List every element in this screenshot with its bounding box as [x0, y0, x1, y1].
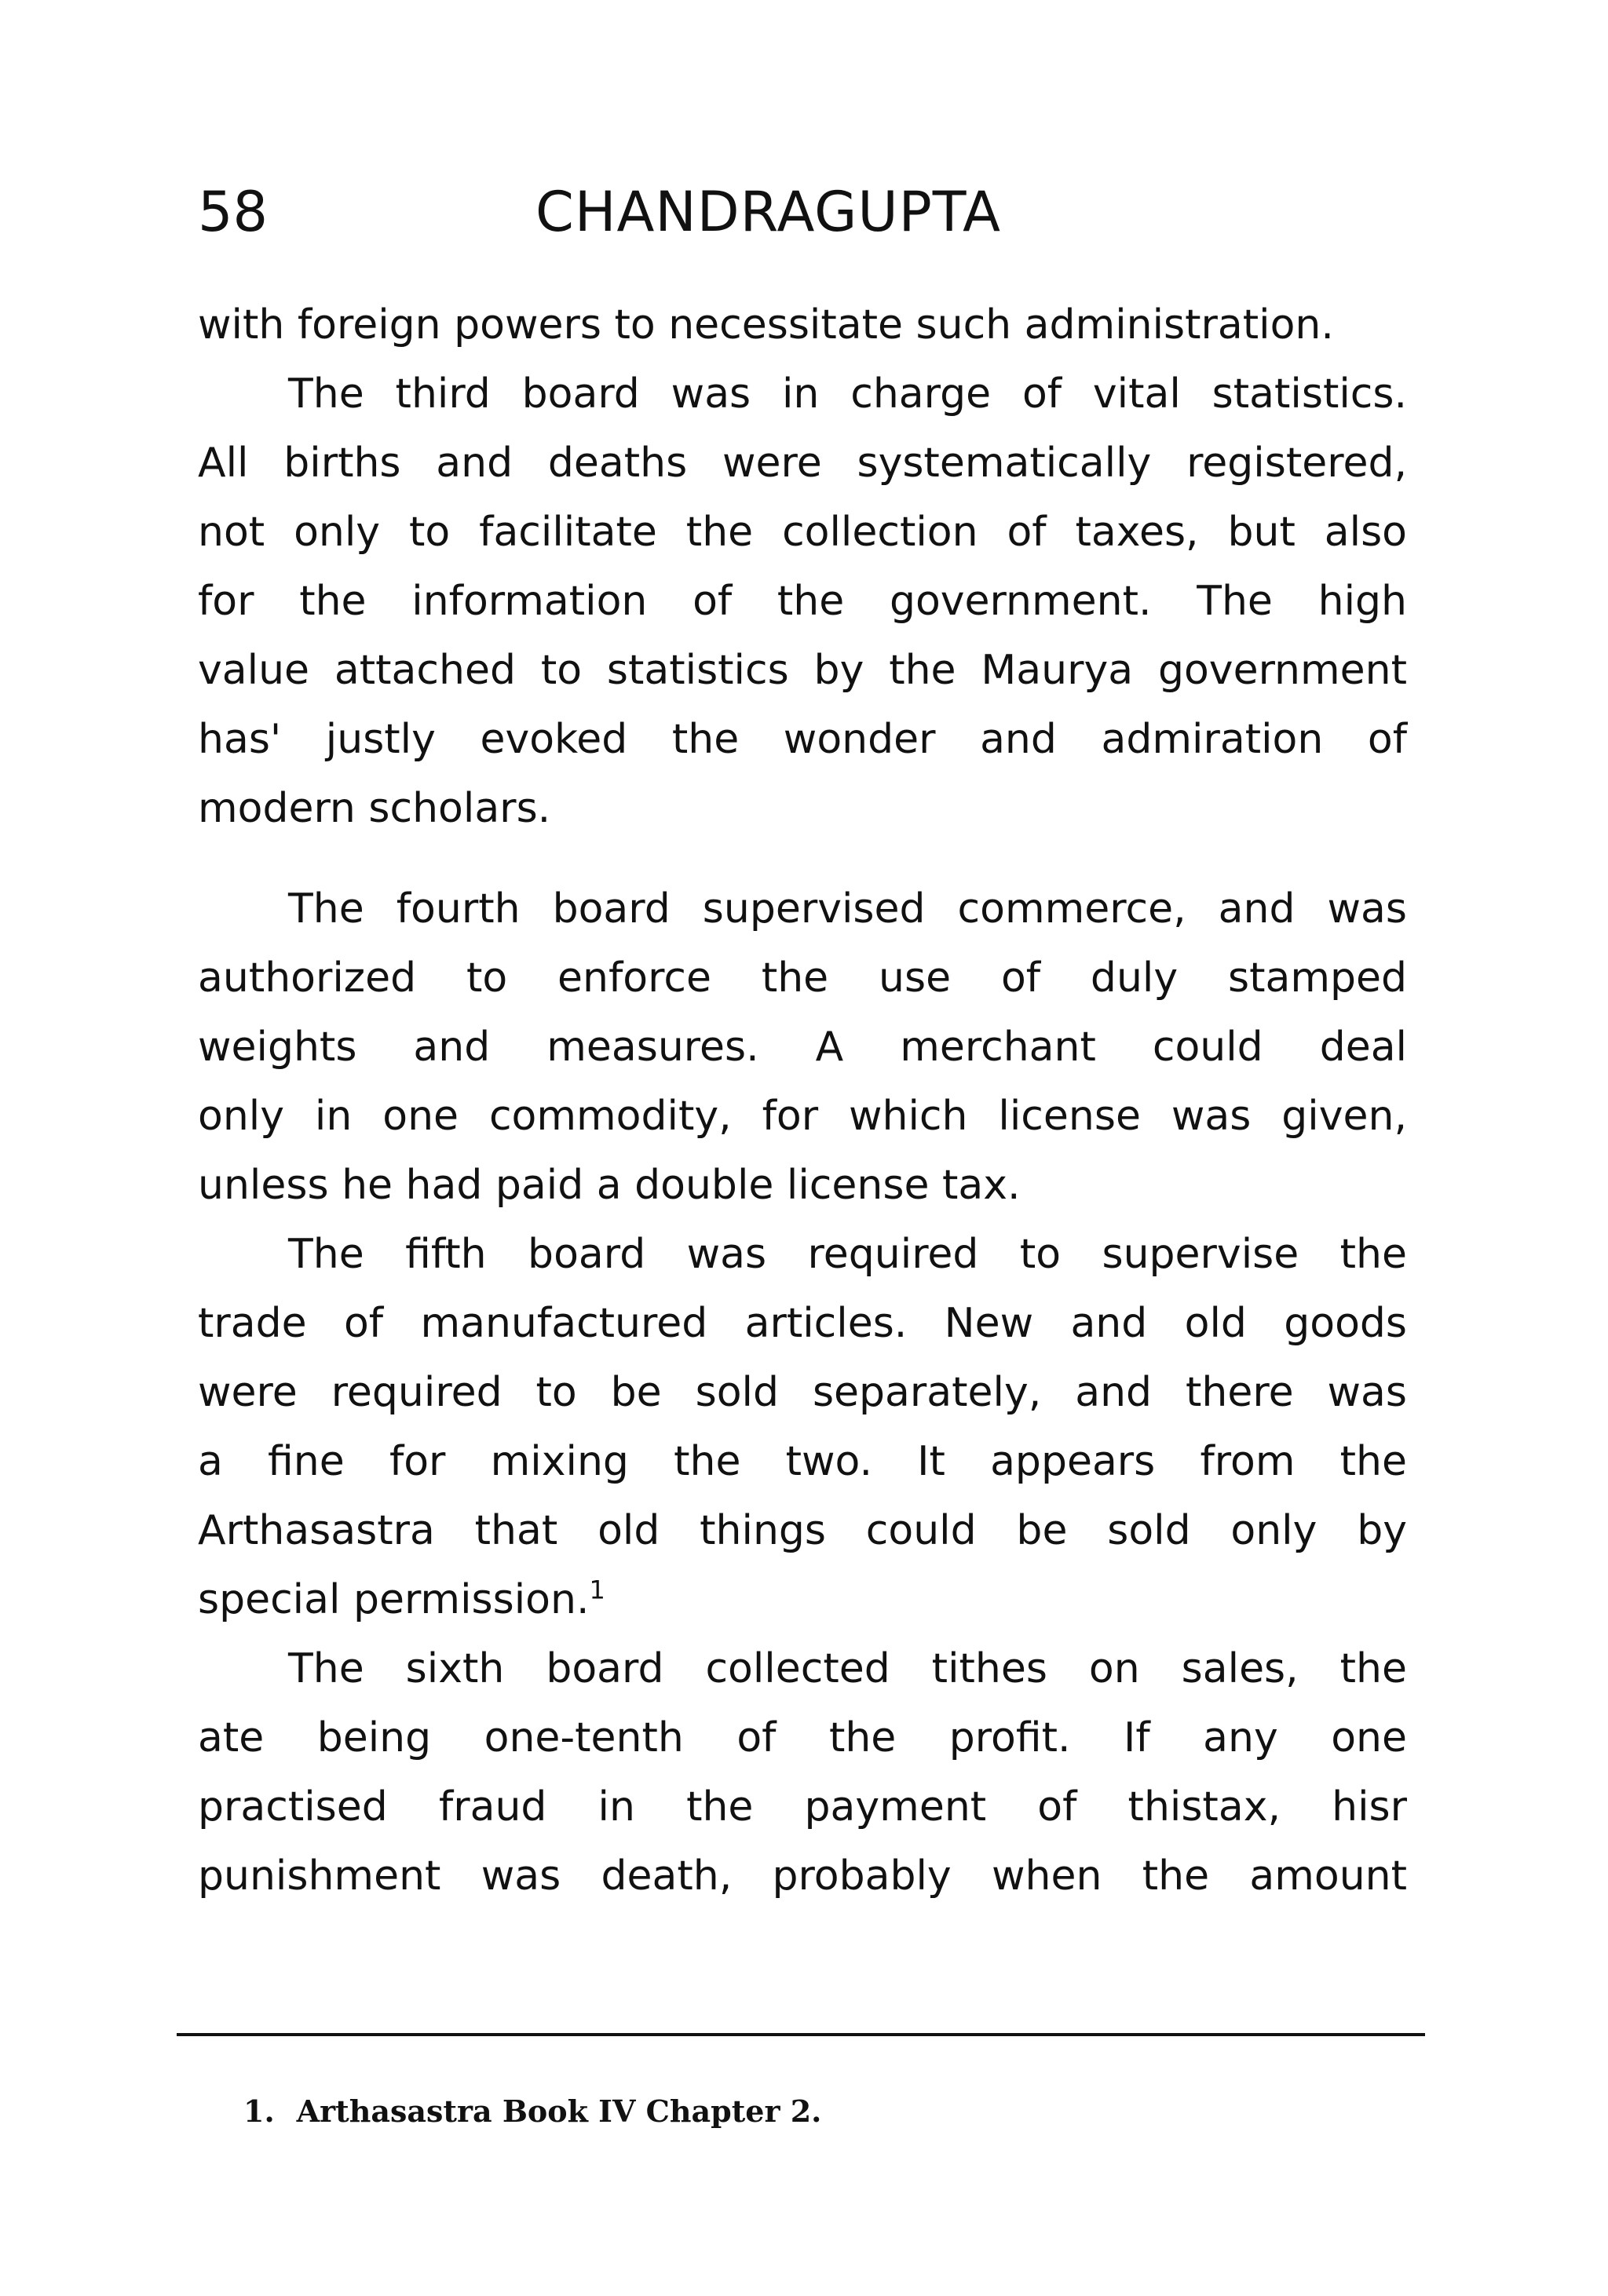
- text-line: for the information of the government. The high: [198, 578, 1407, 625]
- text-line: trade of manufactured articles. New and old goods: [198, 1300, 1407, 1347]
- body-text: [198, 290, 1407, 1911]
- footnote-rule: [177, 2033, 1425, 2036]
- text-line: ate being one-tenth of the profit. If any one: [198, 1714, 1407, 1761]
- text-line: value attached to statistics by the Maurya government: [198, 647, 1407, 694]
- text-line: All births and deaths were systematically registered,: [198, 440, 1407, 487]
- text-line: not only to facilitate the collection of taxes, but also: [198, 509, 1407, 556]
- footnote-text: Arthasastra Book IV Chapter 2.: [296, 2093, 822, 2129]
- text-line: The sixth board collected tithes on sales, the: [288, 1645, 1407, 1692]
- text-line: were required to be sold separately, and there was: [198, 1369, 1407, 1416]
- text-line: has' justly evoked the wonder and admiration of: [198, 716, 1407, 763]
- text-line: authorized to enforce the use of duly stamped: [198, 955, 1407, 1002]
- running-title: CHANDRAGUPTA: [535, 180, 1002, 244]
- text-line: The fourth board supervised commerce, and was: [288, 885, 1407, 933]
- text-line: a fine for mixing the two. It appears from the: [198, 1438, 1407, 1485]
- text-line: weights and measures. A merchant could deal: [198, 1024, 1407, 1071]
- page-number: 58: [198, 180, 269, 244]
- text-line: special permission.: [198, 1576, 590, 1623]
- text-line: The third board was in charge of vital statistics.: [288, 370, 1407, 418]
- text-line-with-footnote: [198, 1565, 1407, 1634]
- text-line: Arthasastra that old things could be sold only by: [198, 1507, 1407, 1554]
- footnote-number: 1.: [243, 2093, 275, 2129]
- text-line: only in one commodity, for which license was given,: [198, 1093, 1407, 1140]
- footnote-marker: 1: [589, 1575, 605, 1605]
- text-line: The fifth board was required to supervise the: [288, 1231, 1407, 1278]
- text-line: modern scholars.: [198, 785, 551, 832]
- text-line: with foreign powers to necessitate such administration.: [198, 301, 1334, 349]
- text-line: punishment was death, probably when the amount: [198, 1852, 1407, 1900]
- text-line: practised fraud in the payment of thistax, hisr: [198, 1783, 1407, 1831]
- text-line: unless he had paid a double license tax.: [198, 1162, 1021, 1209]
- running-head: [198, 173, 1407, 251]
- footnote: [243, 2092, 821, 2131]
